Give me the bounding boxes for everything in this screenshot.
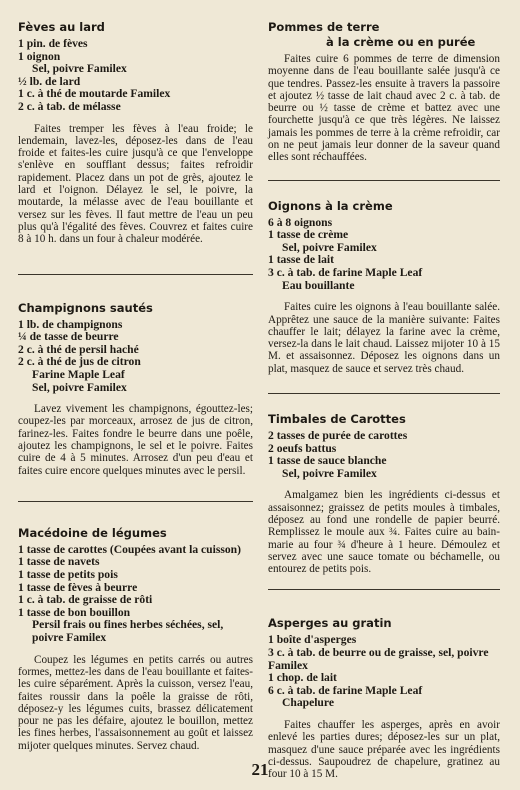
- section-divider: [18, 274, 253, 275]
- ingredient-item: 3 c. à tab. de beurre ou de graisse, sel, poivre Familex: [268, 646, 489, 672]
- left-column: [18, 20, 253, 752]
- recipe-instructions: Faites cuire 6 pommes de terre de dimension moyenne dans de l'eau bouillante salée jusqu'à ce que tendres. Passez-les ensuite à travers la passoire et ajoutez ½ tasse de lait chaud avec 2 c. à tab. de beurre ou ½ tasse de crème et battez avec une fourchette jusqu'à ce que très légères. Ne laissez jamais les pommes de terre à la crème refroidir, car on ne peut jamais leur donner de la saveur quand elles sont réchauffées.: [268, 53, 500, 164]
- ingredient-item: 1 boîte d'asperges: [268, 633, 357, 647]
- recipe-instructions: Amalgamez bien les ingrédients ci-dessus et assaisonnez; graissez de petits moules à timbales, déposez au fond une rondelle de papier beurré. Remplissez le moule aux ¾. Faites cuire au bain-marie au four ¾ d'heure à 1 heure. Démoulez et servez avec une sauce tomate ou béchamelle, ou entourez de petits pois.: [268, 489, 500, 576]
- recipe-title: Pommes de terre: [268, 20, 380, 34]
- ingredient-item: Farine Maple Leaf: [32, 367, 125, 381]
- ingredient-item: 1 tasse de petits pois: [18, 568, 118, 582]
- recipe-title: Asperges au gratin: [268, 616, 392, 631]
- recipe-oignons-a-la-creme: [268, 199, 500, 375]
- ingredient-item: Chapelure: [282, 696, 334, 710]
- ingredient-item: 1 chop. de lait: [268, 671, 337, 685]
- recipe-instructions: Coupez les légumes en petits carrés ou autres formes, mettez-les dans de l'eau bouillante et faites-les cuire séparément. Après la cuisson, versez l'eau, faites roussir dans la poêle la graisse de rôti, déposez-y les légumes cuits, brassez délicatement pour ne pas les défaire, ajoutez le bouillon, mettez les fines herbes, l'assaisonnement au goût et laissez mijoter quelques minutes. Servez chaud.: [18, 653, 253, 752]
- ingredient-item: 1 lb. de champignons: [18, 317, 123, 331]
- recipe-champignons-sautes: [18, 301, 253, 477]
- ingredient-item: 1 oignon: [18, 49, 61, 63]
- right-column: [268, 20, 500, 781]
- recipe-title: Fèves au lard: [18, 20, 105, 34]
- recipe-title: Macédoine de légumes: [18, 525, 167, 540]
- ingredient-item: ½ lb. de lard: [18, 74, 81, 88]
- recipe-instructions: Faites chauffer les asperges, après en avoir enlevé les parties dures; déposez-les sur un plat, masquez d'une sauce préparée avec les ingrédients ci-dessus. Saupoudrez de chapelure, gratinez au four 10 à 15 M.: [268, 719, 500, 781]
- ingredient-item: 1 tasse de bon bouillon: [18, 605, 131, 619]
- ingredient-list: [18, 319, 253, 395]
- section-divider: [268, 180, 500, 181]
- recipe-timbales-de-carottes: [268, 412, 500, 575]
- page-number: 21: [251, 760, 269, 779]
- ingredient-item: Eau bouillante: [282, 278, 355, 292]
- ingredient-item: 1 pin. de fèves: [18, 37, 88, 50]
- ingredient-list: [18, 38, 253, 114]
- ingredient-item: Sel, poivre Familex: [282, 240, 377, 254]
- section-divider: [268, 589, 500, 590]
- recipe-instructions: Faites cuire les oignons à l'eau bouillante salée. Apprêtez une sauce de la manière suivante: Faites chauffer le lait; délayez la farine avec la crème, versez-la dans le lait chaud. Laissez mijoter 10 à 15 M. et assaisonnez. Déposez les oignons dans un plat, masquez de sauce et servez très chaud.: [268, 301, 500, 375]
- ingredient-item: Sel, poivre Familex: [32, 380, 127, 394]
- ingredient-item: 2 oeufs battus: [268, 441, 337, 455]
- ingredient-list: [268, 430, 500, 480]
- recipe-pommes-de-terre: [268, 20, 500, 164]
- ingredient-item: 1 tasse de fèves à beurre: [18, 580, 138, 594]
- ingredient-item: 6 à 8 oignons: [268, 215, 333, 229]
- ingredient-item: Persil frais ou fines herbes séchées, sel, poivre Familex: [32, 618, 224, 645]
- recipe-title: Timbales de Carottes: [268, 412, 406, 427]
- recipe-macedoine-de-legumes: [18, 526, 253, 752]
- ingredient-item: Sel, poivre Familex: [282, 466, 377, 480]
- ingredient-item: 1 c. à thé de moutarde Familex: [18, 87, 171, 101]
- ingredient-item: 1 tasse de crème: [268, 228, 349, 242]
- recipe-title-line-2: à la crème ou en purée: [326, 35, 476, 49]
- ingredient-item: 1 tasse de carottes (Coupées avant la cuisson): [18, 542, 241, 556]
- recipe-title: Oignons à la crème: [268, 198, 393, 213]
- ingredient-list: [18, 544, 253, 645]
- ingredient-list: [268, 634, 500, 710]
- ingredient-item: 2 c. à tab. de mélasse: [18, 99, 121, 113]
- ingredient-item: 3 c. à tab. de farine Maple Leaf: [268, 266, 423, 280]
- ingredient-list: [268, 217, 500, 293]
- section-divider: [18, 501, 253, 502]
- recipe-feves-au-lard: [18, 20, 253, 246]
- recipe-instructions: Lavez vivement les champignons, égouttez-les; coupez-les par morceaux, arrosez de jus de citron, farinez-les. Faites fondre le beurre dans une poêle, ajoutez les champignons, le sel et le poivre. Faites cuire de 4 à 5 minutes. Arrosez d'un peu d'eau et faites cuire encore quelques minutes avec le persil.: [18, 403, 253, 477]
- recipe-title: Champignons sautés: [18, 300, 153, 315]
- section-divider: [268, 393, 500, 394]
- ingredient-item: 2 tasses de purée de carottes: [268, 429, 408, 443]
- recipe-instructions: Faites tremper les fèves à l'eau froide; le lendemain, lavez-les, déposez-les dans de l'eau froide et faites-les cuire jusqu'à ce que l'enveloppe s'enlève en soufflant dessus; faites refroidir rapidement. Placez dans un pot de grès, ajoutez le lard et l'oignon. Délayez le sel, le poivre, la moutarde, la mélasse avec de l'eau bouillante et versez sur les fèves. Il faut mettre de l'eau un peu plus qu'à l'égalité des fèves. Couvrez et faites cuire 8 à 10 h. dans un four à chaleur modérée.: [18, 122, 253, 246]
- ingredient-item: ¼ de tasse de beurre: [18, 330, 119, 344]
- recipe-asperges-au-gratin: [268, 616, 500, 780]
- ingredient-item: 2 c. à thé de jus de citron: [18, 355, 141, 369]
- ingredient-item: 1 tasse de lait: [268, 253, 335, 267]
- ingredient-item: 6 c. à tab. de farine Maple Leaf: [268, 683, 423, 697]
- ingredient-item: Sel, poivre Familex: [32, 62, 127, 76]
- ingredient-item: 2 c. à thé de persil haché: [18, 342, 139, 356]
- ingredient-item: 1 tasse de navets: [18, 555, 100, 569]
- ingredient-item: 1 tasse de sauce blanche: [268, 454, 387, 468]
- ingredient-item: 1 c. à tab. de graisse de rôti: [18, 593, 153, 607]
